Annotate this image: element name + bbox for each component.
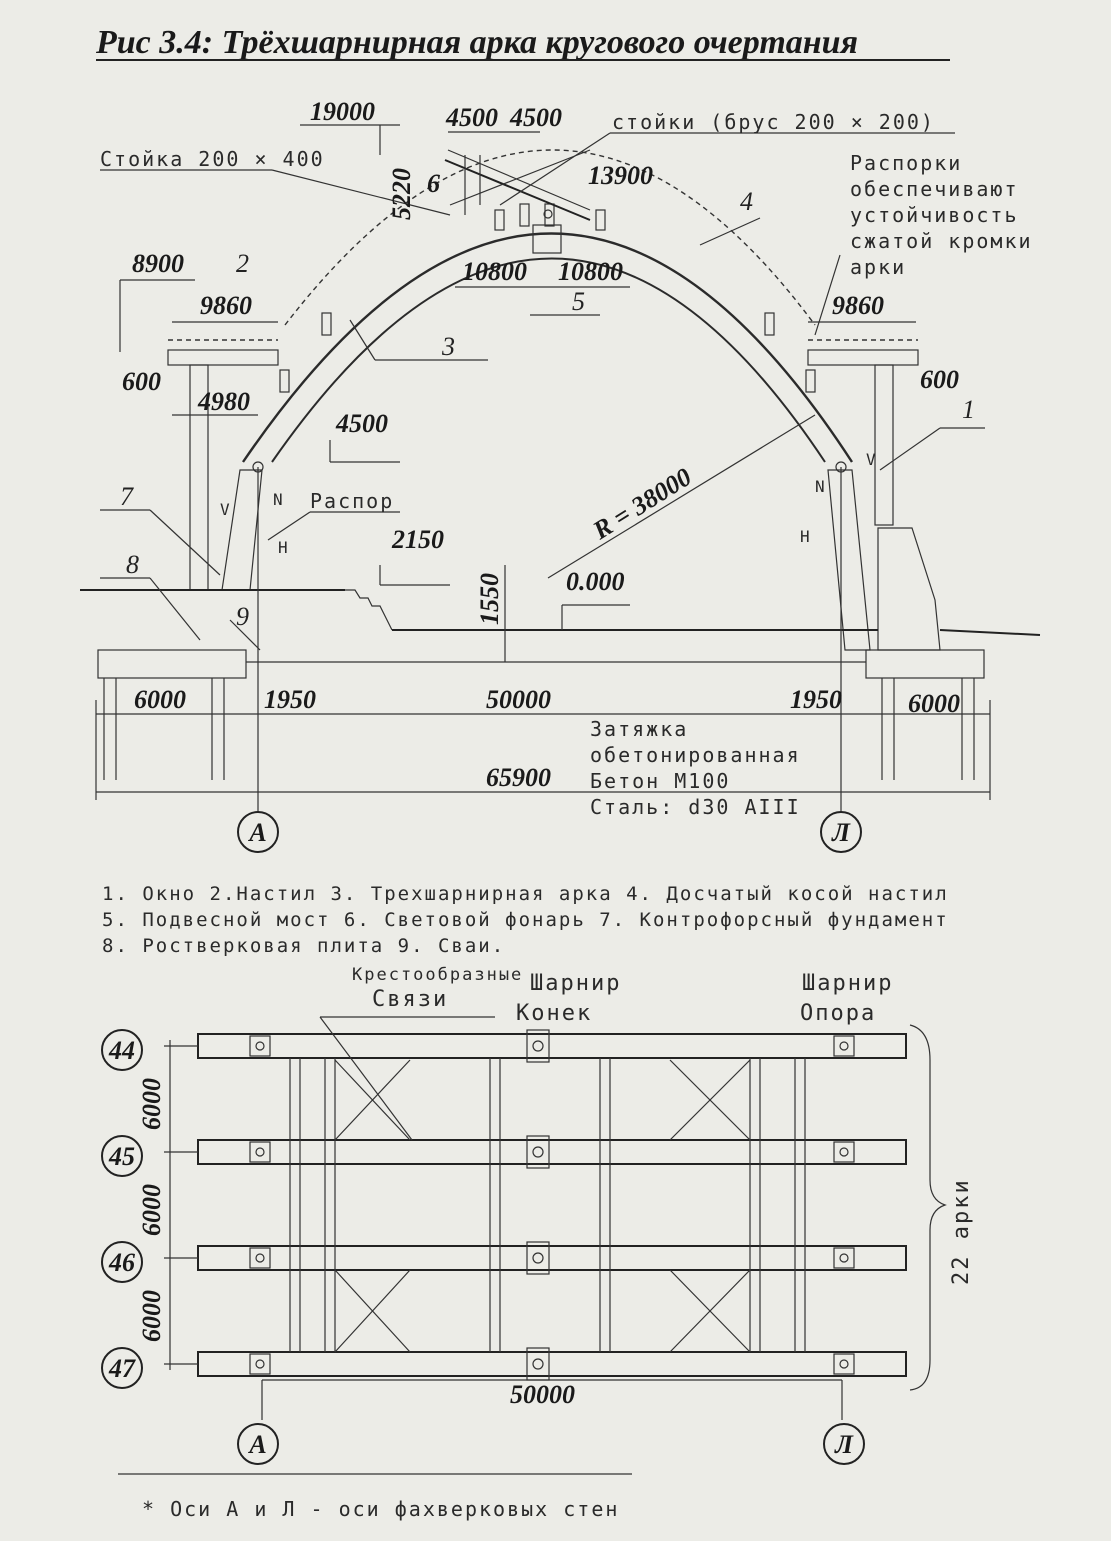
- bracing-note-line: сжатой кромки: [850, 229, 1033, 253]
- legend-line: 1. Окно 2.Настил 3. Трехшарнирная арка 4. Досчатый косой настил: [102, 883, 949, 905]
- dim-6000: 6000: [908, 689, 960, 718]
- ridge-hinge-label: Конек: [516, 1001, 593, 1026]
- dim-6: 6: [427, 169, 440, 198]
- stairs: [345, 590, 392, 630]
- dim-19000: 19000: [310, 97, 375, 126]
- dim-1950: 1950: [264, 685, 316, 714]
- strut-block: [765, 313, 774, 335]
- item-number: 7: [120, 482, 133, 511]
- strut-block: [520, 204, 529, 226]
- dim-1950: 1950: [790, 685, 842, 714]
- item-number: 2: [236, 249, 249, 278]
- dim-8900: 8900: [132, 249, 184, 278]
- plan-arch-beam: [198, 1034, 906, 1058]
- strut-block: [322, 313, 331, 335]
- tie-note-line: Сталь: d30 AIII: [590, 795, 801, 819]
- dim-600: 600: [122, 367, 161, 396]
- axis-label-a: А: [249, 818, 267, 847]
- footnote: * Оси А и Л - оси фахверковых стен: [142, 1497, 620, 1521]
- bracing-note-line: обеспечивают: [850, 177, 1019, 201]
- axis-label-45: 45: [109, 1142, 135, 1171]
- plan-dim-6000: 6000: [137, 1290, 166, 1342]
- floor-slab: [808, 350, 918, 365]
- support-hinge-label: Шарнир: [802, 971, 894, 996]
- force-h: H: [800, 527, 812, 546]
- dim-9860: 9860: [832, 291, 884, 320]
- item-number: 5: [572, 287, 585, 316]
- force-h: H: [278, 538, 290, 557]
- strut-block: [280, 370, 289, 392]
- dim-0000: 0.000: [566, 567, 625, 596]
- pile-cap-left: [98, 650, 246, 678]
- dim-50000: 50000: [486, 685, 551, 714]
- strut-block: [806, 370, 815, 392]
- lantern-beam: [450, 150, 590, 205]
- dim-600: 600: [920, 365, 959, 394]
- bracing-note-line: арки: [850, 255, 907, 279]
- radius-line: [548, 415, 815, 578]
- strut-block: [495, 210, 504, 230]
- plan-view: [164, 1017, 945, 1420]
- arch-elevation: [243, 150, 852, 472]
- sloped-decking: [285, 150, 815, 325]
- bracing-note-line: устойчивость: [850, 203, 1019, 227]
- cross-bracing-label: Крестообразные: [352, 965, 524, 985]
- item-number: 1: [962, 395, 975, 424]
- support-hinge-label: Опора: [800, 1001, 877, 1026]
- dim-4500: 4500: [336, 409, 388, 438]
- cross-bracing-label: Связи: [372, 987, 449, 1012]
- buttress-foundation: [828, 470, 870, 650]
- struts-callout: стойки (брус 200 × 200): [612, 110, 935, 134]
- force-n: N: [273, 490, 285, 509]
- item-number: 9: [236, 602, 249, 631]
- strut-block: [545, 204, 554, 226]
- dim-9860: 9860: [200, 291, 252, 320]
- column: [875, 365, 893, 525]
- item-number: 3: [442, 332, 455, 361]
- page-title: Рис 3.4: Трёхшарнирная арка кругового очертания: [96, 24, 859, 61]
- dim-1550: 1550: [475, 573, 504, 625]
- dim-5220: 5220: [387, 168, 416, 220]
- dim-4500: 4500: [510, 103, 562, 132]
- axis-label-46: 46: [109, 1248, 135, 1277]
- plan-dim-50000: 50000: [510, 1380, 575, 1409]
- axis-label-l-plan: Л: [835, 1430, 853, 1459]
- dim-13900: 13900: [588, 161, 653, 190]
- plan-arch-beam: [198, 1140, 906, 1164]
- arch-count-label: 22 арки: [949, 1178, 974, 1285]
- dim-4500: 4500: [446, 103, 498, 132]
- plan-dim-6000: 6000: [137, 1184, 166, 1236]
- buttress-foundation: [222, 470, 262, 590]
- thrust-callout: Распор: [310, 489, 395, 513]
- buttress-foundation: [878, 528, 940, 650]
- tie-note-line: Затяжка: [590, 717, 689, 741]
- dim-2150: 2150: [392, 525, 444, 554]
- legend-line: 5. Подвесной мост 6. Световой фонарь 7. Контрофорсный фундамент: [102, 909, 949, 931]
- legend-line: 8. Ростверковая плита 9. Сваи.: [102, 935, 506, 957]
- strut-block: [596, 210, 605, 230]
- dim-4980: 4980: [198, 387, 250, 416]
- plan-arch-beam: [198, 1352, 906, 1376]
- ridge-bridge-box: [533, 225, 561, 253]
- radius-label: R = 38000: [587, 462, 697, 546]
- pile-cap-right: [866, 650, 984, 678]
- force-n: N: [815, 477, 827, 496]
- arch-count-brace: [910, 1025, 945, 1390]
- dim-6000: 6000: [134, 685, 186, 714]
- lantern-beam: [445, 160, 590, 220]
- force-v: V: [866, 450, 878, 469]
- ridge-hinge-label: Шарнир: [530, 971, 622, 996]
- item-number: 4: [740, 187, 753, 216]
- bracing-note-line: Распорки: [850, 151, 963, 175]
- post-callout: Стойка 200 × 400: [100, 147, 325, 171]
- plan-dim-6000: 6000: [137, 1078, 166, 1130]
- axis-label-47: 47: [109, 1354, 135, 1383]
- dim-65900: 65900: [486, 763, 551, 792]
- tie-note-line: обетонированная: [590, 743, 801, 767]
- axis-label-l: Л: [832, 818, 850, 847]
- force-v: V: [220, 500, 232, 519]
- dim-10800: 10800: [462, 257, 527, 286]
- tie-note-line: Бетон М100: [590, 769, 731, 793]
- ground-line: [940, 630, 1040, 635]
- dim-10800: 10800: [558, 257, 623, 286]
- axis-label-a-plan: А: [249, 1430, 267, 1459]
- axis-label-44: 44: [109, 1036, 135, 1065]
- plan-arch-beam: [198, 1246, 906, 1270]
- floor-slab: [168, 350, 278, 365]
- item-number: 8: [126, 550, 139, 579]
